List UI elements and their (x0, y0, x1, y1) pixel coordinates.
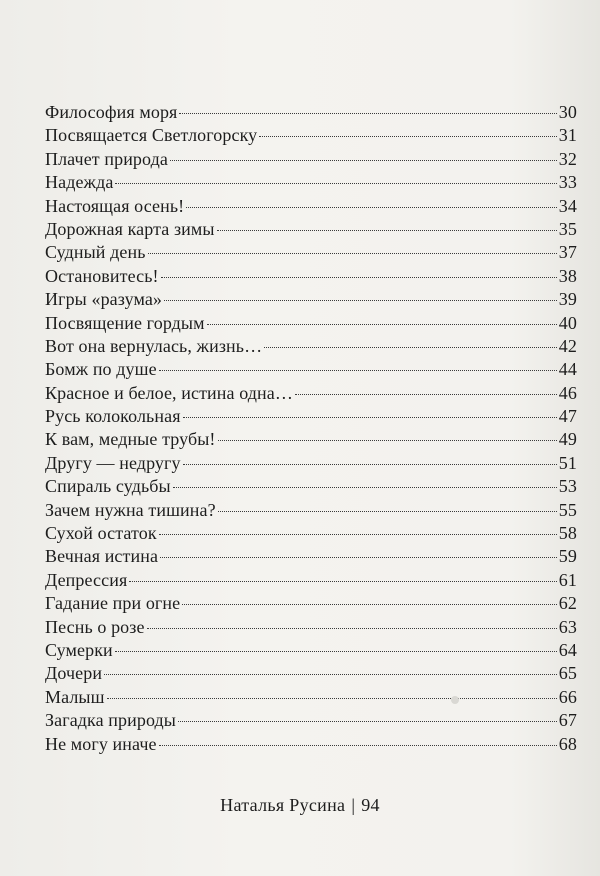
dot-leader (259, 136, 557, 137)
toc-entry-title: Философия моря (45, 102, 178, 122)
toc-entry-title: Вечная истина (45, 546, 159, 567)
toc-entry-title: Красное и белое, истина одна… (45, 382, 293, 403)
toc-entry-page-number: 35 (558, 218, 577, 239)
dot-leader (173, 487, 557, 488)
toc-entry-page-number: 67 (558, 710, 577, 731)
toc-entry (45, 592, 577, 615)
toc-entry-page-number: 39 (558, 289, 577, 310)
toc-entry-page-number: 59 (558, 546, 577, 567)
toc-entry (45, 241, 577, 264)
toc-entry (45, 616, 577, 639)
toc-entry (45, 171, 577, 194)
toc-entry (45, 522, 577, 545)
paper-speck (451, 696, 459, 704)
dot-leader (183, 464, 557, 465)
toc-entry-title: Посвящение гордым (45, 312, 205, 333)
dot-leader (161, 277, 557, 278)
dot-leader (159, 370, 557, 371)
dot-leader (186, 207, 557, 208)
dot-leader (217, 230, 557, 231)
toc-entry (45, 312, 577, 335)
toc-entry (45, 639, 577, 662)
dot-leader (218, 511, 557, 512)
dot-leader (264, 347, 557, 348)
toc-entry-title: Игры «разума» (45, 289, 163, 310)
toc-entry-page-number: 62 (558, 593, 577, 614)
toc-entry-title: Надежда (45, 172, 114, 193)
dot-leader (179, 113, 556, 114)
toc-entry (45, 662, 577, 685)
toc-entry-page-number: 68 (558, 733, 577, 754)
dot-leader (164, 300, 557, 301)
footer-author: Наталья Русина (220, 795, 346, 815)
dot-leader (182, 604, 557, 605)
dot-leader (178, 721, 557, 722)
toc-entry (45, 358, 577, 381)
toc-entry-title: Сухой остаток (45, 523, 157, 544)
dot-leader (147, 628, 557, 629)
dot-leader (170, 160, 557, 161)
toc-entry-title: Не могу иначе (45, 733, 157, 754)
toc-entry-page-number: 47 (558, 406, 577, 427)
toc-entry (45, 288, 577, 311)
toc-entry-page-number: 51 (558, 452, 577, 473)
toc-entry-page-number: 44 (558, 359, 577, 380)
toc-entry-page-number: 31 (558, 125, 577, 146)
dot-leader (159, 745, 557, 746)
toc-entry-page-number: 32 (558, 148, 577, 169)
dot-leader (183, 417, 557, 418)
toc-entry-title: Посвящается Светлогорску (45, 125, 258, 146)
toc-entry (45, 428, 577, 451)
toc-entry-page-number: 58 (558, 523, 577, 544)
toc-entry (45, 265, 577, 288)
page-footer (0, 795, 600, 816)
toc-entry-page-number: 33 (558, 172, 577, 193)
toc-entry-page-number: 66 (558, 686, 577, 707)
toc-entry-title: Гадание при огне (45, 593, 181, 614)
toc-entry-title: Спираль судьбы (45, 476, 171, 497)
toc-entry-title: Зачем нужна тишина? (45, 499, 216, 520)
footer-page-number: 94 (361, 795, 380, 815)
toc-entry-title: Малыш (45, 686, 105, 707)
toc-entry (45, 382, 577, 405)
toc-entry-title: Вот она вернулась, жизнь… (45, 335, 263, 356)
toc-entry (45, 686, 577, 709)
toc-entry (45, 405, 577, 428)
footer-separator: | (351, 795, 356, 815)
toc-entry-page-number: 65 (558, 663, 577, 684)
toc-entry-page-number: 30 (558, 102, 577, 122)
dot-leader (107, 698, 557, 699)
toc-entry-page-number: 42 (558, 335, 577, 356)
toc-entry-page-number: 55 (558, 499, 577, 520)
toc-entry-page-number: 61 (558, 569, 577, 590)
dot-leader (148, 253, 557, 254)
dot-leader (129, 581, 556, 582)
dot-leader (104, 674, 557, 675)
dot-leader (160, 557, 557, 558)
toc-entry-page-number: 46 (558, 382, 577, 403)
toc-entry (45, 545, 577, 568)
toc-entry-page-number: 49 (558, 429, 577, 450)
dot-leader (159, 534, 557, 535)
toc-entry-page-number: 53 (558, 476, 577, 497)
toc-entry-title: Другу — недругу (45, 452, 181, 473)
toc-entry-page-number: 38 (558, 265, 577, 286)
toc-entry (45, 101, 577, 124)
toc-entry (45, 475, 577, 498)
toc-entry (45, 709, 577, 732)
toc-entry-title: Песнь о розе (45, 616, 145, 637)
toc-entry (45, 124, 577, 147)
toc-entry (45, 733, 577, 756)
toc-entry-title: Остановитесь! (45, 265, 159, 286)
toc-entry-title: Бомж по душе (45, 359, 157, 380)
toc-entry-title: Судный день (45, 242, 146, 263)
table-of-contents (45, 101, 577, 756)
toc-entry (45, 218, 577, 241)
toc-entry (45, 452, 577, 475)
toc-entry-page-number: 37 (558, 242, 577, 263)
toc-entry-title: Настоящая осень! (45, 195, 185, 216)
dot-leader (207, 324, 557, 325)
toc-entry-title: Дочери (45, 663, 103, 684)
toc-entry-title: Сумерки (45, 639, 113, 660)
toc-entry-page-number: 63 (558, 616, 577, 637)
toc-entry-title: Загадка природы (45, 710, 176, 731)
toc-entry (45, 195, 577, 218)
toc-entry (45, 569, 577, 592)
dot-leader (295, 394, 557, 395)
dot-leader (115, 651, 557, 652)
toc-entry (45, 148, 577, 171)
toc-entry-title: Русь колокольная (45, 406, 181, 427)
toc-entry (45, 335, 577, 358)
toc-entry-title: К вам, медные трубы! (45, 429, 216, 450)
toc-entry-title: Дорожная карта зимы (45, 218, 215, 239)
dot-leader (218, 440, 557, 441)
toc-entry (45, 499, 577, 522)
dot-leader (115, 183, 556, 184)
toc-entry-page-number: 40 (558, 312, 577, 333)
toc-entry-page-number: 34 (558, 195, 577, 216)
toc-entry-title: Депрессия (45, 569, 128, 590)
toc-entry-title: Плачет природа (45, 148, 168, 169)
toc-entry-page-number: 64 (558, 639, 577, 660)
